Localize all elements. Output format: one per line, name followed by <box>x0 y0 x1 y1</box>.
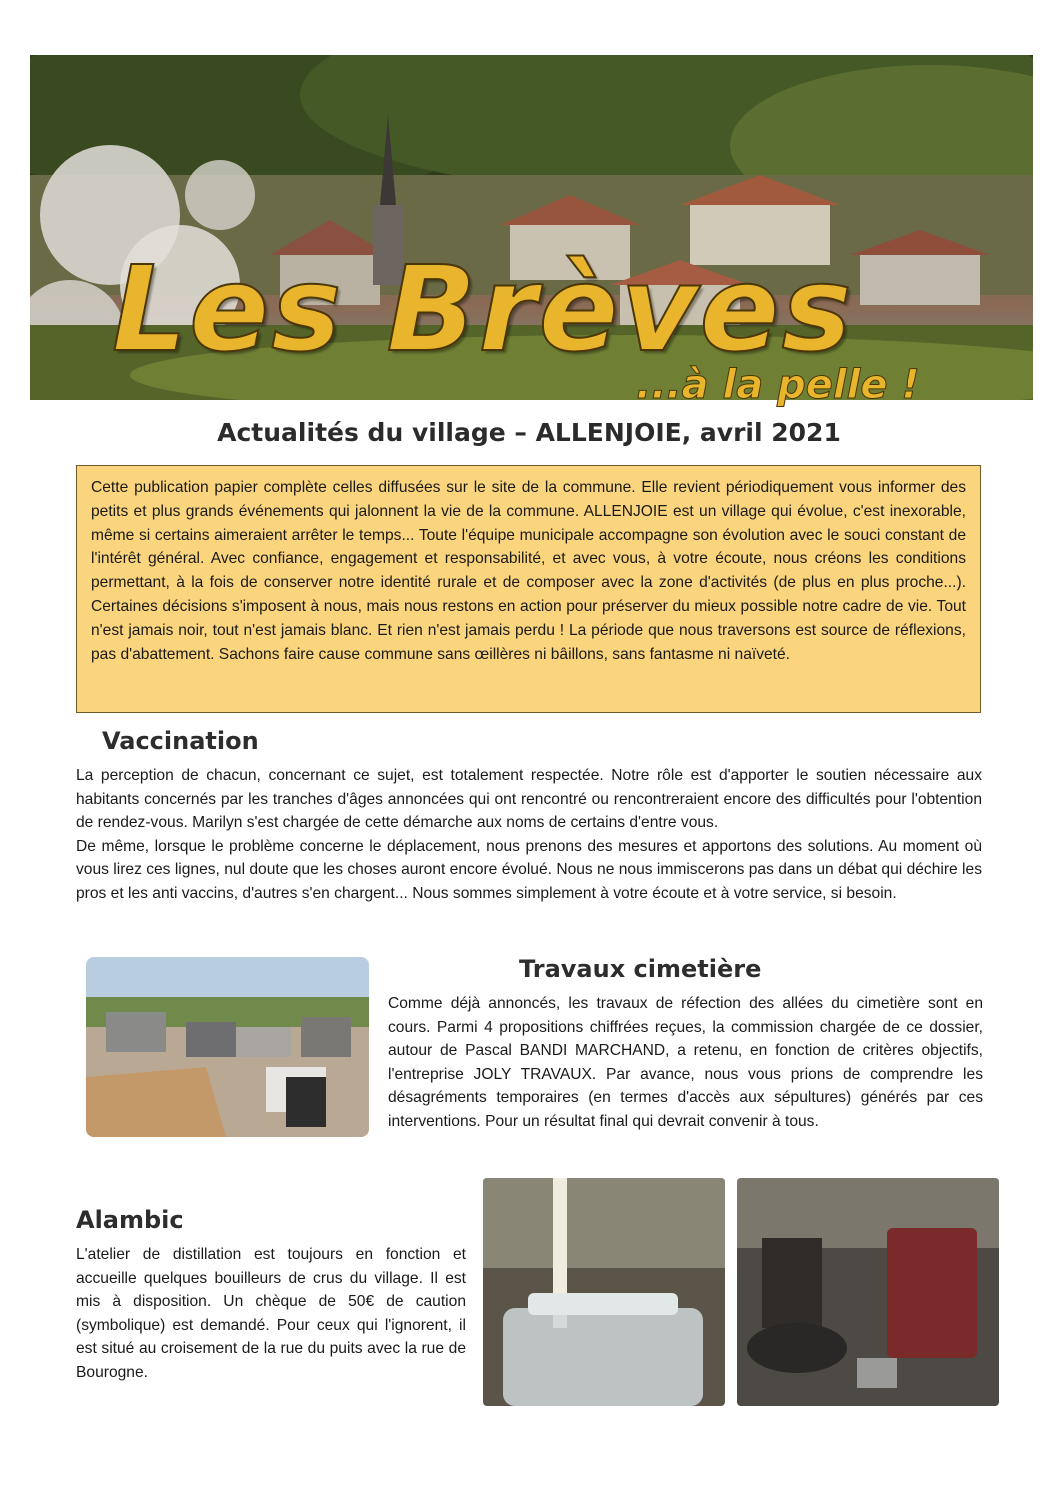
vaccination-paragraph-2: De même, lorsque le problème concerne le déplacement, nous prenons des mesures et apportons des solutions. Au moment où vous lirez ces lignes, nul doute que les choses auront encore évolué. Nous ne nous immiscerons pas dans un débat qui déchire les pros et les anti vaccins, d'autres s'en chargent... Nous sommes simplement à votre écoute et à votre service, si besoin. <box>76 837 982 902</box>
cemetery-works-title: Travaux cimetière <box>519 955 762 983</box>
still-photo <box>737 1178 999 1406</box>
hydrometer-jar-photo <box>483 1178 725 1406</box>
cemetery-works-illustration <box>86 957 369 1137</box>
vaccination-body <box>76 764 982 906</box>
masthead-subtitle: ...à la pelle ! <box>636 362 920 408</box>
alambic-body: L'atelier de distillation est toujours en fonction et accueille quelques bouilleurs de crus du village. Il est mis à disposition. Un chèque de 50€ de caution (symbolique) est demandé. Pour ceux qui l'ignorent, il est situé au croisement de la rue du puits avec la rue de Bourogne. <box>76 1246 466 1381</box>
hydrometer-jar-illustration <box>483 1178 725 1406</box>
vaccination-paragraph-1: La perception de chacun, concernant ce sujet, est totalement respectée. Notre rôle est d'apporter le soutien nécessaire aux habitants concernés par les tranches d'âges annoncées qui ont rencontré ou rencontreraient encore des difficultés pour l'obtention de rendez-vous. Marilyn s'est chargée de cette démarche aux noms de certains d'entre vous. <box>76 767 982 832</box>
intro-box <box>76 465 981 713</box>
still-illustration <box>737 1178 999 1406</box>
vaccination-title: Vaccination <box>102 727 259 755</box>
alambic-title: Alambic <box>76 1206 184 1234</box>
intro-text: Cette publication papier complète celles diffusées sur le site de la commune. Elle revient périodiquement vous informer des petits et plus grands événements qui jalonnent la vie de la commune. ALLENJOIE est un village qui évolue, c'est inexorable, même si certains aimeraient arrêter le temps... Toute l'équipe municipale accompagne son évolution avec le souci constant de l'intérêt général. Avec confiance, engagement et responsabilité, et avec vous, à votre écoute, nous créons les conditions permettant, à la fois de conserver notre identité rurale et de composer avec la zone d'activités (de plus en plus proche...). Certaines décisions s'imposent à nous, mais nous restons en action pour préserver du mieux possible notre cadre de vie. Tout n'est jamais noir, tout n'est jamais blanc. Et rien n'est jamais perdu ! La période que nous traversons est source de réflexions, pas d'abattement. Sachons faire cause commune sans œillères ni bâillons, sans fantasme ni naïveté. <box>91 479 966 663</box>
cemetery-works-body: Comme déjà annoncés, les travaux de réfection des allées du cimetière sont en cours. Parmi 4 propositions chiffrées reçues, la commission chargée de ce dossier, autour de Pascal BANDI MARCHAND, a retenu, en fonction de critères objectifs, l'entreprise JOLY TRAVAUX. Par avance, nous vous prions de comprendre les désagréments temporaires (en termes d'accès aux sépultures) générés par ces interventions. Pour un résultat final qui devrait convenir à tous. <box>388 995 983 1130</box>
page-headline: Actualités du village – ALLENJOIE, avril 2021 <box>217 418 841 447</box>
cemetery-works-photo <box>86 957 369 1137</box>
masthead-title: Les Brèves <box>112 240 854 378</box>
